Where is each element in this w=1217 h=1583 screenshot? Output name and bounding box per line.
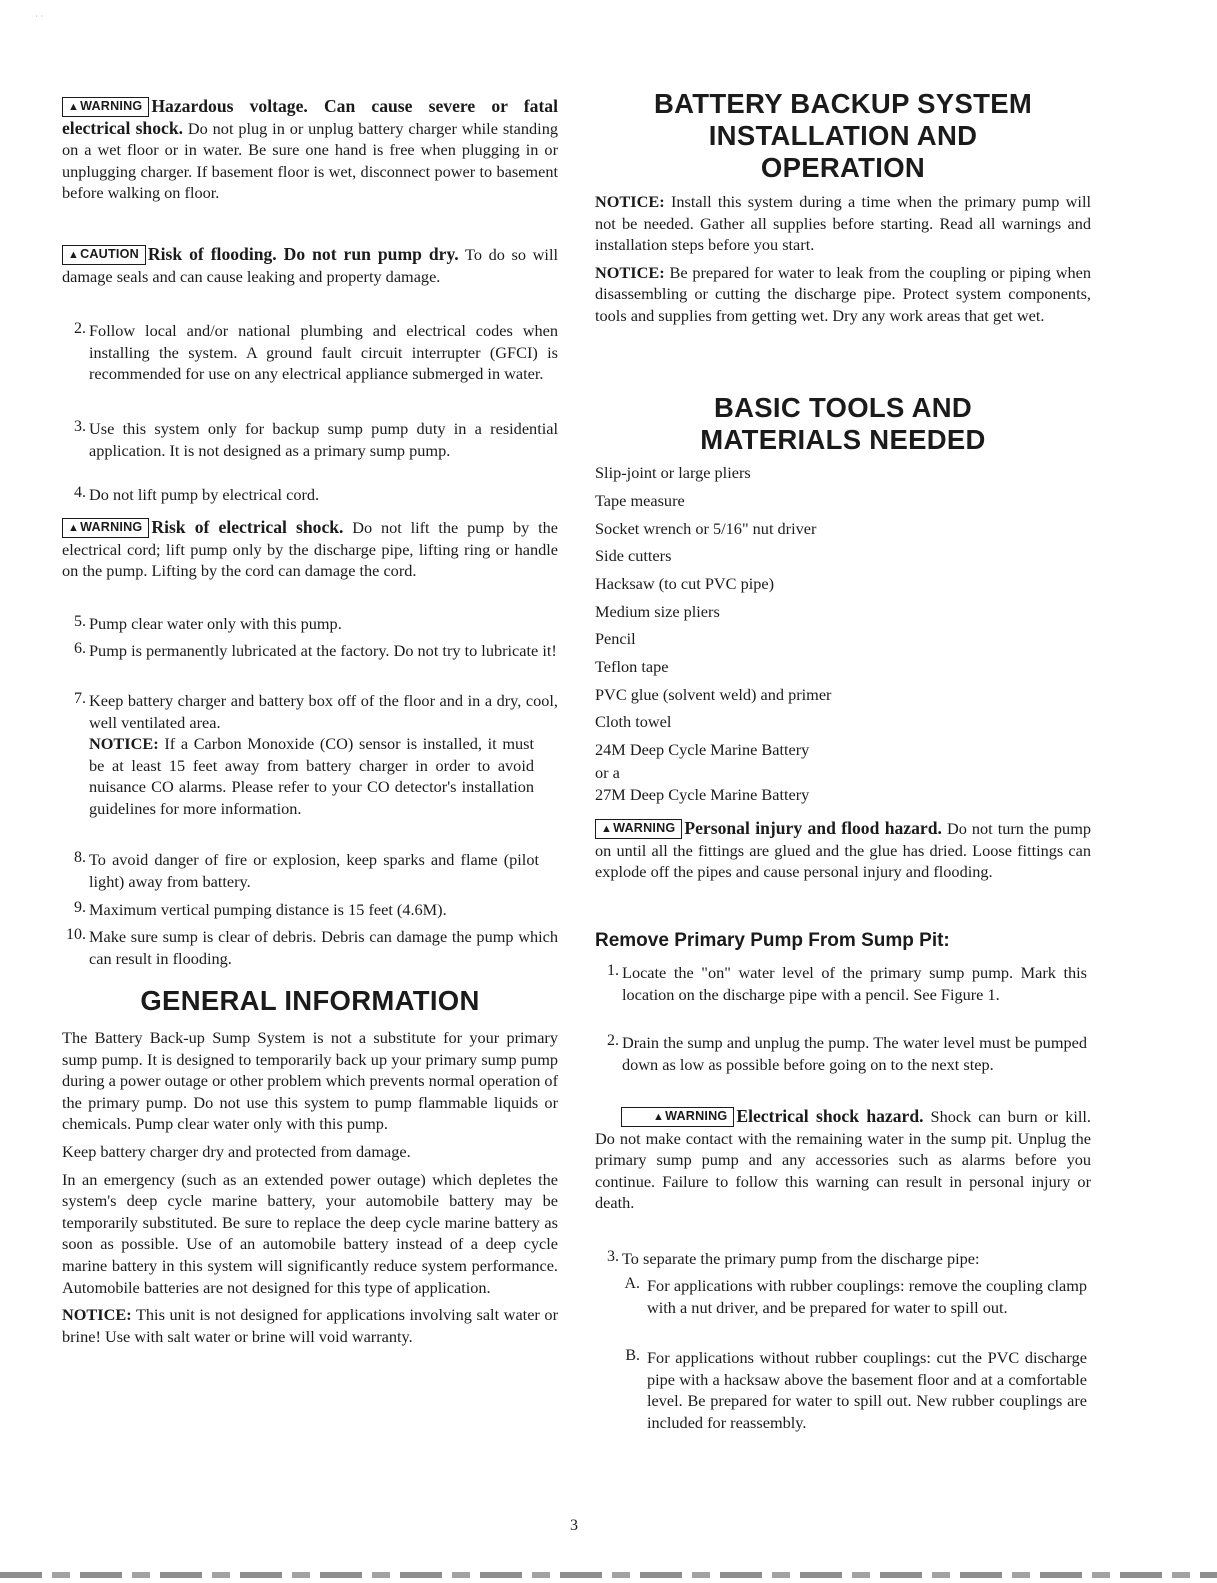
warning-triangle-icon: ▲ xyxy=(601,823,613,835)
tool-item: Side cutters xyxy=(595,546,672,565)
list-item: 10. Make sure sump is clear of debris. Debris can damage the pump which can result in flooding. xyxy=(66,926,558,968)
tool-item: Teflon tape xyxy=(595,657,669,676)
caution-risk-of-flooding: ▲CAUTION Risk of flooding. Do not run pump dry. To do so will damage seals and can cause leaking and property damage. xyxy=(62,244,558,286)
tool-item: Pencil xyxy=(595,629,636,648)
warning-triangle-icon: ▲ xyxy=(653,1111,665,1123)
installation-notices xyxy=(595,191,1091,327)
co-sensor-notice: NOTICE: If a Carbon Monoxide (CO) sensor is installed, it must be at least 15 feet away from battery charger in order to avoid nuisance CO alarms. Please refer to your CO detector's installation guidelines for more information. xyxy=(89,734,534,818)
list-item: 3. To separate the primary pump from the discharge pipe: xyxy=(607,1248,980,1268)
warning-badge: ▲WARNING xyxy=(595,819,682,839)
bottom-scan-artifact xyxy=(0,1572,1217,1578)
list-item: 6. Pump is permanently lubricated at the factory. Do not try to lubricate it! xyxy=(74,640,557,660)
warning-electrical-shock-hazard: ▲WARNING Electrical shock hazard. Shock can burn or kill. Do not make contact with the remaining water in the sump pit. Unplug the primary sump pump and any accessories such as alarms before you continue. Failure to follow this warning can result in personal injury or death. xyxy=(595,1106,1091,1213)
warning-triangle-icon: ▲ xyxy=(68,522,80,534)
list-item: 7. Keep battery charger and battery box off of the floor and in a dry, cool, well ventilated area. NOTICE: If a Carbon Monoxide (CO) sensor is installed, it must be at least 15 feet away from battery charger in order to avoid nuisance CO alarms. Please refer to your CO detector's installation guidelines for more information. xyxy=(74,690,558,818)
tool-item: 27M Deep Cycle Marine Battery xyxy=(595,785,810,804)
list-item: B. For applications without rubber couplings: cut the PVC discharge pipe with a hacksaw above the basement floor and at a comfortable level. Be prepared for water to spill out. New rubber couplings are included for reassembly. xyxy=(625,1347,1087,1432)
list-item: 2. Follow local and/or national plumbing and electrical codes when installing the system. A ground fault circuit interrupter (GFCI) is recommended for use on any electrical appliance submerged in water. xyxy=(74,320,558,384)
tool-item: 24M Deep Cycle Marine Battery xyxy=(595,740,810,759)
caution-triangle-icon: ▲ xyxy=(68,249,80,261)
warning-risk-of-electrical-shock: ▲WARNING Risk of electrical shock. Do not lift the pump by the electrical cord; lift pump only by the discharge pipe, lifting ring or handle on the pump. Lifting by the cord can damage the cord. xyxy=(62,517,558,581)
list-item: 2. Drain the sump and unplug the pump. The water level must be pumped down as low as possible before going on to the next step. xyxy=(607,1032,1087,1074)
warning-hazardous-voltage: ▲WARNING Hazardous voltage. Can cause severe or fatal electrical shock. Do not plug in or unplug battery charger while standing on a wet floor or in water. Be sure one hand is free when plugging in or unplugging charger. If basement floor is wet, disconnect power to basement before walking on floor. xyxy=(62,96,558,203)
list-item: 4. Do not lift pump by electrical cord. xyxy=(74,484,320,504)
tool-item: Tape measure xyxy=(595,491,685,510)
tool-item: Socket wrench or 5/16" nut driver xyxy=(595,519,817,538)
tool-item: Medium size pliers xyxy=(595,602,720,621)
tool-item: PVC glue (solvent weld) and primer xyxy=(595,685,832,704)
tool-item: Hacksaw (to cut PVC pipe) xyxy=(595,574,775,593)
installation-heading: BATTERY BACKUP SYSTEM INSTALLATION AND OPERATION xyxy=(653,88,1033,183)
list-item: A. For applications with rubber couplings: remove the coupling clamp with a nut driver, and be prepared for water to spill out. xyxy=(624,1275,1087,1317)
warning-badge: ▲WARNING xyxy=(62,518,149,538)
install-timing-notice: NOTICE: Install this system during a time when the primary pump will not be needed. Gather all supplies before starting. Read all warnings and installation steps before you start. xyxy=(595,192,1091,255)
scan-marks: ˙ ˙ xyxy=(35,14,44,24)
warning-badge: ▲WARNING xyxy=(62,97,149,117)
tools-heading: BASIC TOOLS AND MATERIALS NEEDED xyxy=(700,392,986,455)
list-item: 9. Maximum vertical pumping distance is 15 feet (4.6M). xyxy=(74,899,447,919)
salt-water-notice: NOTICE: This unit is not designed for applications involving salt water or brine! Use with salt water or brine will void warranty. xyxy=(62,1305,558,1346)
page-number: 3 xyxy=(570,1517,578,1534)
tool-item: Slip-joint or large pliers xyxy=(595,463,751,482)
warning-triangle-icon: ▲ xyxy=(68,101,80,113)
tool-item: or a xyxy=(595,763,620,782)
caution-badge: ▲CAUTION xyxy=(62,245,146,265)
list-item: 8. To avoid danger of fire or explosion, keep sparks and flame (pilot light) away from battery. xyxy=(74,849,539,891)
list-item: 3. Use this system only for backup sump pump duty in a residential application. It is not designed as a primary sump pump. xyxy=(74,418,558,460)
list-item: 1. Locate the "on" water level of the primary sump pump. Mark this location on the discharge pipe with a pencil. See Figure 1. xyxy=(607,962,1087,1004)
tool-item: Cloth towel xyxy=(595,712,672,731)
general-information-body: The Battery Back-up Sump System is not a substitute for your primary sump pump. It is designed to temporarily back up your primary sump pump during a power outage or other problem which prevents normal operation of the primary pump. Do not use this system to pump flammable liquids or chemicals. Pump clear water only with this pump. Keep battery charger dry and protected from damage. In an emergency (such as an extended power outage) which depletes the system's deep cycle marine battery, your automobile battery may be temporarily substituted. Be sure to replace the deep cycle marine battery as soon as possible. Use of an automobile battery instead of a deep cycle marine battery in this system will significantly reduce system performance. Automobile batteries are not designed for this type of application. NOTICE: This unit is not designed for applications involving salt water or brine! Use with salt water or brine will void warranty. xyxy=(62,1028,558,1346)
leak-notice: NOTICE: Be prepared for water to leak from the coupling or piping when disassembling or cutting the discharge pipe. Protect system components, tools and supplies from getting wet. Dry any work areas that get wet. xyxy=(595,262,1091,325)
remove-primary-pump-subheading: Remove Primary Pump From Sump Pit: xyxy=(595,930,950,951)
list-item: 5. Pump clear water only with this pump. xyxy=(74,613,342,633)
warning-personal-injury: ▲WARNING Personal injury and flood hazard. Do not turn the pump on until all the fittings are glued and the glue has dried. Loose fittings can explode off the pipes and cause personal injury and flooding. xyxy=(595,818,1091,882)
general-information-heading: GENERAL INFORMATION xyxy=(140,985,480,1016)
warning-badge: ▲WARNING xyxy=(621,1107,734,1127)
